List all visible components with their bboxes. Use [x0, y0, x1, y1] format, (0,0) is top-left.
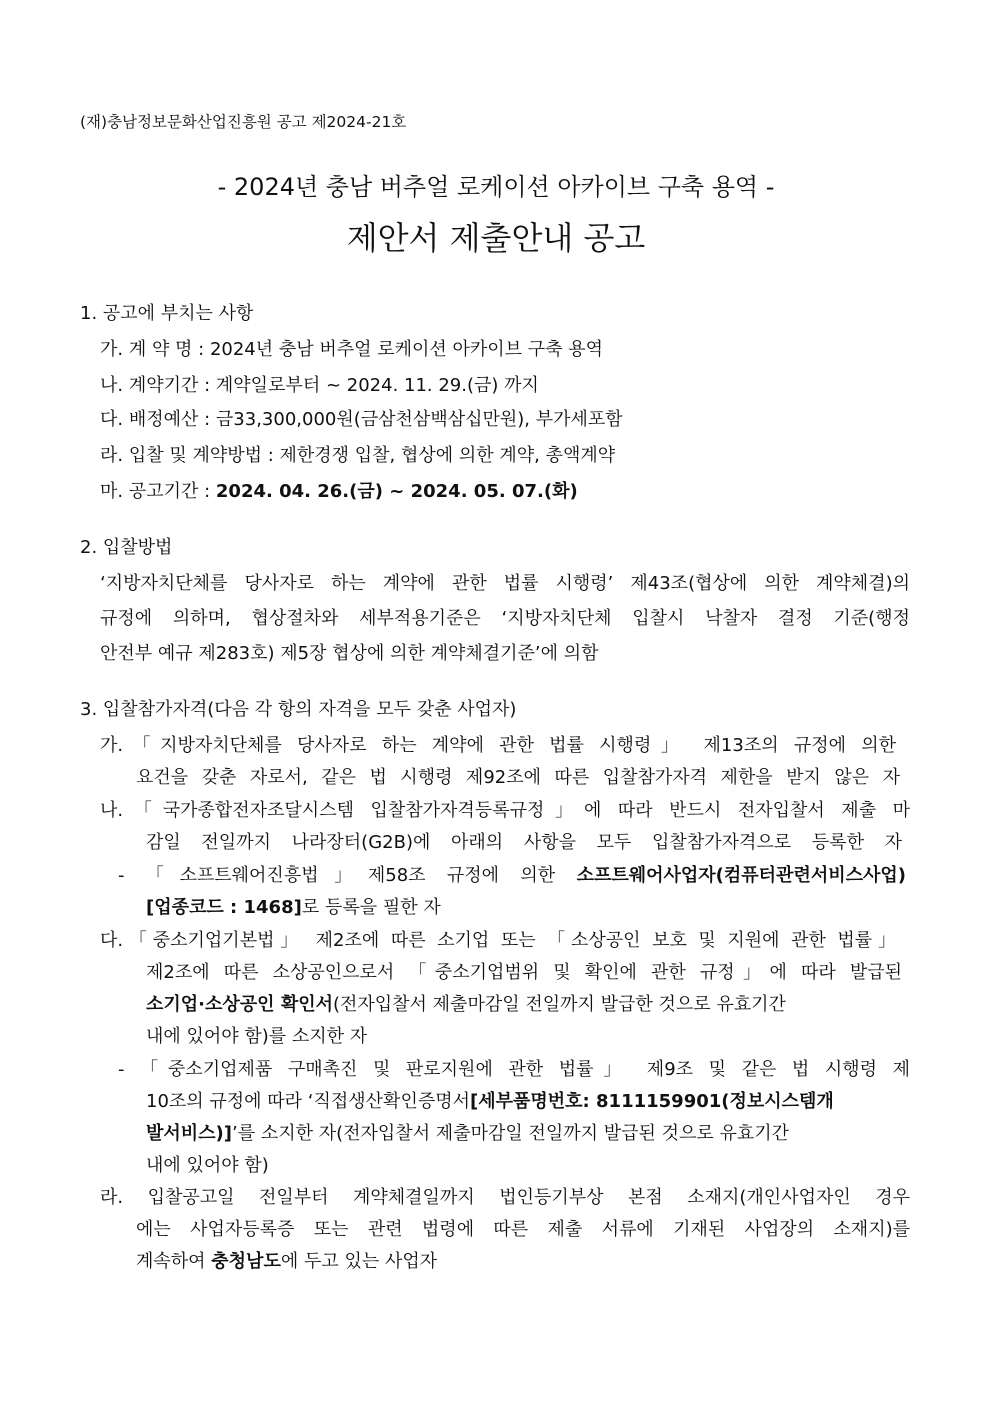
contract-period-label: 나. 계약기간 :	[100, 375, 216, 396]
notice-period-row	[100, 480, 578, 504]
bid-method-text-line: 규정에 의하며, 협상절차와 세부적용기준은 ‘지방자치단체 입찰시 낙찰자 결정 기준(행정	[100, 608, 910, 629]
bid-method-value: 제한경쟁 입찰, 협상에 의한 계약, 총액계약	[279, 445, 616, 466]
contract-name-row	[100, 338, 603, 362]
industry-code-line	[146, 896, 441, 920]
small-business-cert: 소기업·소상공인 확인서	[146, 994, 333, 1015]
contract-period-row	[100, 374, 539, 398]
contract-name-label: 가. 계 약 명 :	[100, 339, 210, 360]
bid-method-row	[100, 444, 615, 468]
qualification-na-line: 감일 전일까지 나라장터(G2B)에 아래의 사항을 모두 입찰참가자격으로 등록한 자	[146, 832, 902, 853]
qualification-na-line: 나.「국가종합전자조달시스템 입찰참가자격등록규정」에 따라 반드시 전자입찰서 제출 마	[100, 800, 910, 821]
region-pre: 계속하여	[136, 1251, 212, 1272]
qualification-ra-line: 에는 사업자등록증 또는 관련 법령에 따른 제출 서류에 기재된 사업장의 소재지)를	[136, 1219, 910, 1240]
small-business-cert-line	[146, 993, 786, 1017]
qualification-da-line: 제2조에 따른 소상공인으로서 「중소기업범위 및 확인에 관한 규정」에 따라 발급된	[146, 962, 902, 983]
contract-name-value: 2024년 충남 버추얼 로케이션 아카이브 구축 용역	[209, 339, 604, 360]
direct-production-line	[146, 1122, 789, 1146]
contract-period-value: 계약일로부터 ~ 2024. 11. 29.(금) 까지	[215, 375, 539, 396]
qualification-ra-line: 라. 입찰공고일 전일부터 계약체결일까지 법인등기부상 본점 소재지(개인사업자인 경우	[100, 1187, 910, 1208]
notice-period-label: 마. 공고기간 :	[100, 481, 216, 502]
product-number: [세부품명번호: 8111159901(정보시스템개	[470, 1091, 834, 1112]
industry-code: [업종코드 : 1468]	[146, 897, 302, 918]
software-business-bold: 소프트웨어사업자(컴퓨터관련서비스사업)	[576, 865, 906, 886]
notice-number: (재)충남정보문화산업진흥원 공고 제2024-21호	[80, 113, 407, 131]
direct-production-line	[146, 1090, 834, 1114]
document-subtitle: - 2024년 충남 버추얼 로케이션 아카이브 구축 용역 -	[217, 173, 775, 201]
region-name: 충청남도	[211, 1251, 281, 1272]
qualification-da-line: 다.「중소기업기본법」 제2조에 따른 소기업 또는 「소상공인 보호 및 지원에 관한 법률」	[100, 930, 896, 951]
notice-period-value: 2024. 04. 26.(금) ~ 2024. 05. 07.(화)	[215, 481, 578, 502]
section-1-heading: 1. 공고에 부치는 사항	[80, 303, 254, 324]
bid-method-label: 라. 입찰 및 계약방법 :	[100, 445, 280, 466]
document-title: 제안서 제출안내 공고	[346, 219, 646, 257]
small-business-cert-rest: (전자입찰서 제출마감일 전일까지 발급한 것으로 유효기간	[332, 994, 786, 1015]
budget-label: 다. 배정예산 :	[100, 409, 216, 430]
software-business-pre: - 「소프트웨어진흥법」제58조 규정에 의한	[118, 865, 577, 886]
direct-production-line: 내에 있어야 함)	[146, 1155, 269, 1176]
qualification-ga-line: 가.「지방자치단체를 당사자로 하는 계약에 관한 법률 시행령」 제13조의 규정에 의한	[100, 735, 896, 756]
section-3-title: 3. 입찰참가자격	[80, 699, 208, 720]
section-3-note: (다음 각 항의 자격을 모두 갖춘 사업자)	[207, 699, 517, 720]
direct-production-pre: 10조의 규정에 따라 ‘직접생산확인증명서	[146, 1091, 470, 1112]
bid-method-text-line: ‘지방자치단체를 당사자로 하는 계약에 관한 법률 시행령’ 제43조(협상에 의한 계약체결)의	[100, 573, 910, 594]
product-number-tail: 발서비스)]	[146, 1123, 233, 1144]
region-rest: 에 두고 있는 사업자	[280, 1251, 438, 1272]
direct-production-line: - 「중소기업제품 구매촉진 및 판로지원에 관한 법률」 제9조 및 같은 법 시행령 제	[118, 1059, 910, 1080]
qualification-da-line: 내에 있어야 함)를 소지한 자	[146, 1026, 368, 1047]
section-2-heading: 2. 입찰방법	[80, 537, 173, 558]
bid-method-text-line: 안전부 예규 제283호) 제5장 협상에 의한 계약체결기준’에 의함	[100, 643, 599, 664]
software-business-line	[118, 864, 906, 888]
section-3-heading	[80, 698, 516, 722]
industry-code-rest: 로 등록을 필한 자	[301, 897, 441, 918]
budget-value: 금33,300,000원(금삼천삼백삼십만원), 부가세포함	[215, 409, 623, 430]
direct-production-rest: ’를 소지한 자(전자입찰서 제출마감일 전일까지 발급된 것으로 유효기간	[232, 1123, 790, 1144]
qualification-ra-line	[136, 1250, 437, 1274]
qualification-ga-line: 요건을 갖춘 자로서, 같은 법 시행령 제92조에 따른 입찰참가자격 제한을 받지 않은 자	[136, 767, 900, 788]
budget-row	[100, 408, 623, 432]
